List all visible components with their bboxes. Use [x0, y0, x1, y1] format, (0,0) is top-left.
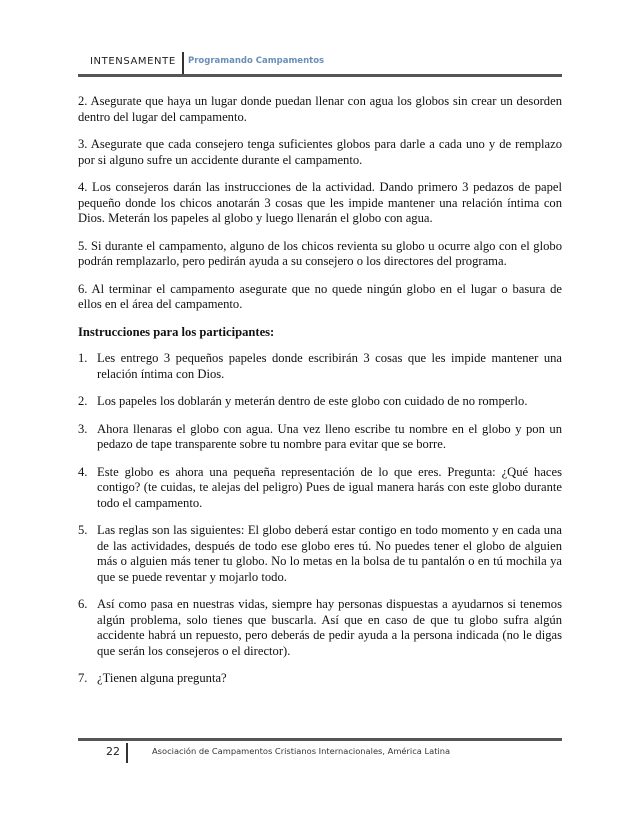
instruction-number: 3.	[78, 421, 88, 436]
paragraph-step-2: 2. Asegurate que haya un lugar donde puedan llenar con agua los globos sin crear un desorden dentro del lugar del campamento.	[78, 94, 562, 124]
instruction-number: 2.	[78, 394, 88, 408]
page-content	[78, 94, 562, 699]
paragraph-step-6: 6. Al terminar el campamento asegurate que no quede ningún globo en el lugar o basura de ellos en el área del campamento.	[78, 281, 562, 311]
instruction-number: 4.	[78, 464, 88, 479]
page-footer	[78, 738, 562, 768]
instruction-text: Este globo es ahora una pequeña representación de lo que eres. Pregunta: ¿Qué haces contigo? (te cuidas, te alejas del peligro) Pues de igual manera harás con este globo durante todo el campamento.	[97, 464, 562, 510]
instruction-text: Las reglas son las siguientes: El globo deberá estar contigo en todo momento y en cada una de las actividades, después de todo ese globo eres tú. No puedes tener el globo de alguien más o alguien más tener tu globo. No lo metas en la bolsa de tu pantalón o en tú mochila ya que se puede reventar y mojarlo todo.	[97, 523, 562, 584]
instruction-item	[78, 422, 562, 453]
instruction-text: ¿Tienen alguna pregunta?	[97, 671, 227, 685]
instruction-number: 6.	[78, 597, 88, 611]
page-number: 22	[106, 745, 120, 758]
instruction-item	[78, 394, 562, 410]
footer-divider	[126, 743, 128, 763]
paragraph-step-5: 5. Si durante el campamento, alguno de los chicos revienta su globo u ocurre algo con el globo podrán remplazarlo, pero pedirán ayuda a su consejero o los directores del programa.	[78, 238, 562, 268]
page-header	[78, 52, 562, 78]
instruction-text: Así como pasa en nuestras vidas, siempre hay personas dispuestas a ayudarnos si tenemos algún problema, solo tienes que buscarla. Así que en caso de que tu globo sufra algún accidente habrá un repuesto, pero deberás de pedir ayuda a la persona indicada (no le digas que serán los consejeros o el director).	[97, 597, 562, 658]
instruction-item	[78, 597, 562, 659]
instruction-item	[78, 523, 562, 585]
instruction-number: 7.	[78, 671, 88, 685]
header-rule	[78, 74, 562, 77]
footer-rule	[78, 738, 562, 741]
instruction-item	[78, 671, 562, 687]
instruction-number: 5.	[78, 523, 88, 537]
instruction-text: Los papeles los doblarán y meterán dentro de este globo con cuidado de no romperlo.	[97, 394, 528, 408]
header-divider	[182, 52, 184, 76]
instruction-text: Les entrego 3 pequeños papeles donde escribirán 3 cosas que les impide mantener una relación íntima con Dios.	[97, 351, 562, 381]
instruction-item	[78, 351, 562, 382]
header-title: INTENSAMENTE	[90, 56, 176, 67]
paragraph-step-3: 3. Asegurate que cada consejero tenga suficientes globos para darle a cada uno y de remplazo por si alguno sufre un accidente durante el campamento.	[78, 137, 562, 167]
instructions-heading: Instrucciones para los participantes:	[78, 324, 275, 339]
paragraph-step-4: 4. Los consejeros darán las instrucciones de la actividad. Dando primero 3 pedazos de papel pequeño donde los chicos anotarán 3 cosas que les impide mantener una relación íntima con Dios. Meterán los papeles al globo y luego llenarán el globo con agua.	[78, 180, 562, 225]
footer-organization: Asociación de Campamentos Cristianos Internacionales, América Latina	[152, 746, 451, 756]
instruction-item	[78, 465, 562, 512]
header-subtitle: Programando Campamentos	[188, 56, 325, 66]
instruction-text: Ahora llenaras el globo con agua. Una vez lleno escribe tu nombre en el globo y pon un pedazo de tape transparente sobre tu nombre para evitar que se borre.	[97, 421, 562, 451]
instructions-list	[78, 351, 562, 687]
instruction-number: 1.	[78, 351, 88, 365]
